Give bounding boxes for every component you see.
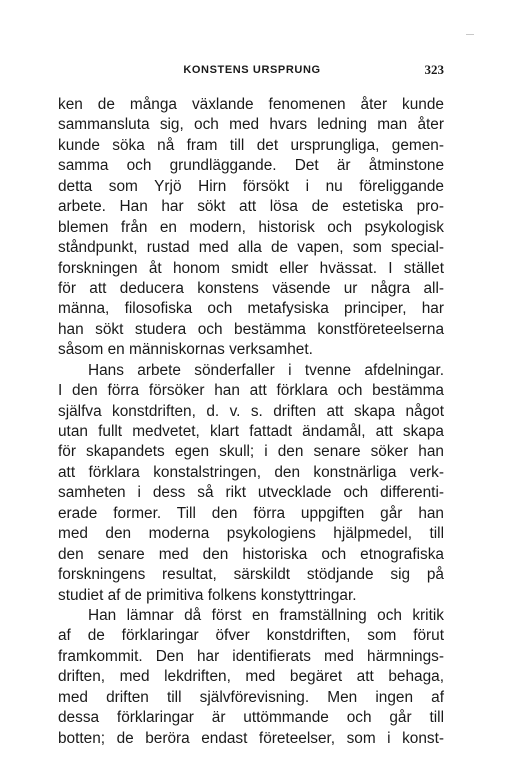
body-text [58,95,444,749]
text-line: studiet af de primitiva folkens konstyttringar. [58,586,357,604]
text-line: han sökt studera och bestämma konstföreteelserna [58,320,444,338]
text-line: ken de många växlande fenomenen åter kunde [58,96,444,113]
text-line: af de förklaringar öfver konstdriften, som förut [58,627,444,645]
text-line: att förklara konstalstringen, den konstnärliga verk- [58,463,444,481]
page-number: 323 [424,62,444,77]
text-line: sammansluta sig, och med hvars ledning man åter [58,116,444,134]
text-line: forskningens resultat, särskildt stödjande sig på [58,566,444,584]
text-line: den senare med den historiska och etnografiska [58,545,444,563]
text-line: Han lämnar då först en framställning och kritik [88,606,444,624]
running-head [60,62,444,82]
text-line: med den moderna psykologiens hjälpmedel, till [58,525,444,543]
text-line: själfva konstdriften, d. v. s. driften att skapa något [58,402,444,420]
text-line: männa, filosofiska och metafysiska principer, har [58,300,444,318]
running-title: KONSTENS URSPRUNG [183,64,321,76]
text-line: forskningen åt honom smidt eller hvässat. I stället [58,259,444,277]
margin-mark [466,34,474,35]
text-line: framkommit. Den har identifierats med härmnings- [58,647,444,665]
text-line: erade former. Till den förra uppgiften går han [58,504,444,522]
text-line: för skapandets egen skull; i den senare söker han [58,443,444,461]
text-line: med driften till självförevisning. Men ingen af [58,688,444,706]
text-line: botten; de beröra endast företeelser, som i konst- [58,729,444,747]
text-line: detta som Yrjö Hirn försökt i nu föreliggande [58,177,444,195]
text-line: ståndpunkt, rustad med alla de vapen, som special- [58,239,444,257]
text-line: samheten i dess så rikt utvecklade och differenti- [58,484,444,502]
text-line: Hans arbete sönderfaller i tvenne afdelningar. [88,361,444,379]
text-line: kunde söka nå fram till det ursprungliga, gemen- [58,136,444,154]
text-line: arbete. Han har sökt att lösa de estetiska pro- [58,198,444,216]
text-line: för att deducera konstens väsende ur några all- [58,279,444,297]
text-line: I den förra försöker han att förklara och bestämma [58,382,444,400]
text-line: blemen från en modern, historisk och psykologisk [58,218,444,236]
text-line: utan fullt medvetet, klart fattadt ändamål, att skapa [58,423,444,440]
text-line: såsom en människornas verksamhet. [58,341,313,359]
text-line: samma och grundläggande. Det är åtminstone [58,157,444,175]
text-line: driften, med lekdriften, med begäret att behaga, [58,668,444,686]
text-line: dessa förklaringar är uttömmande och går till [58,709,444,727]
